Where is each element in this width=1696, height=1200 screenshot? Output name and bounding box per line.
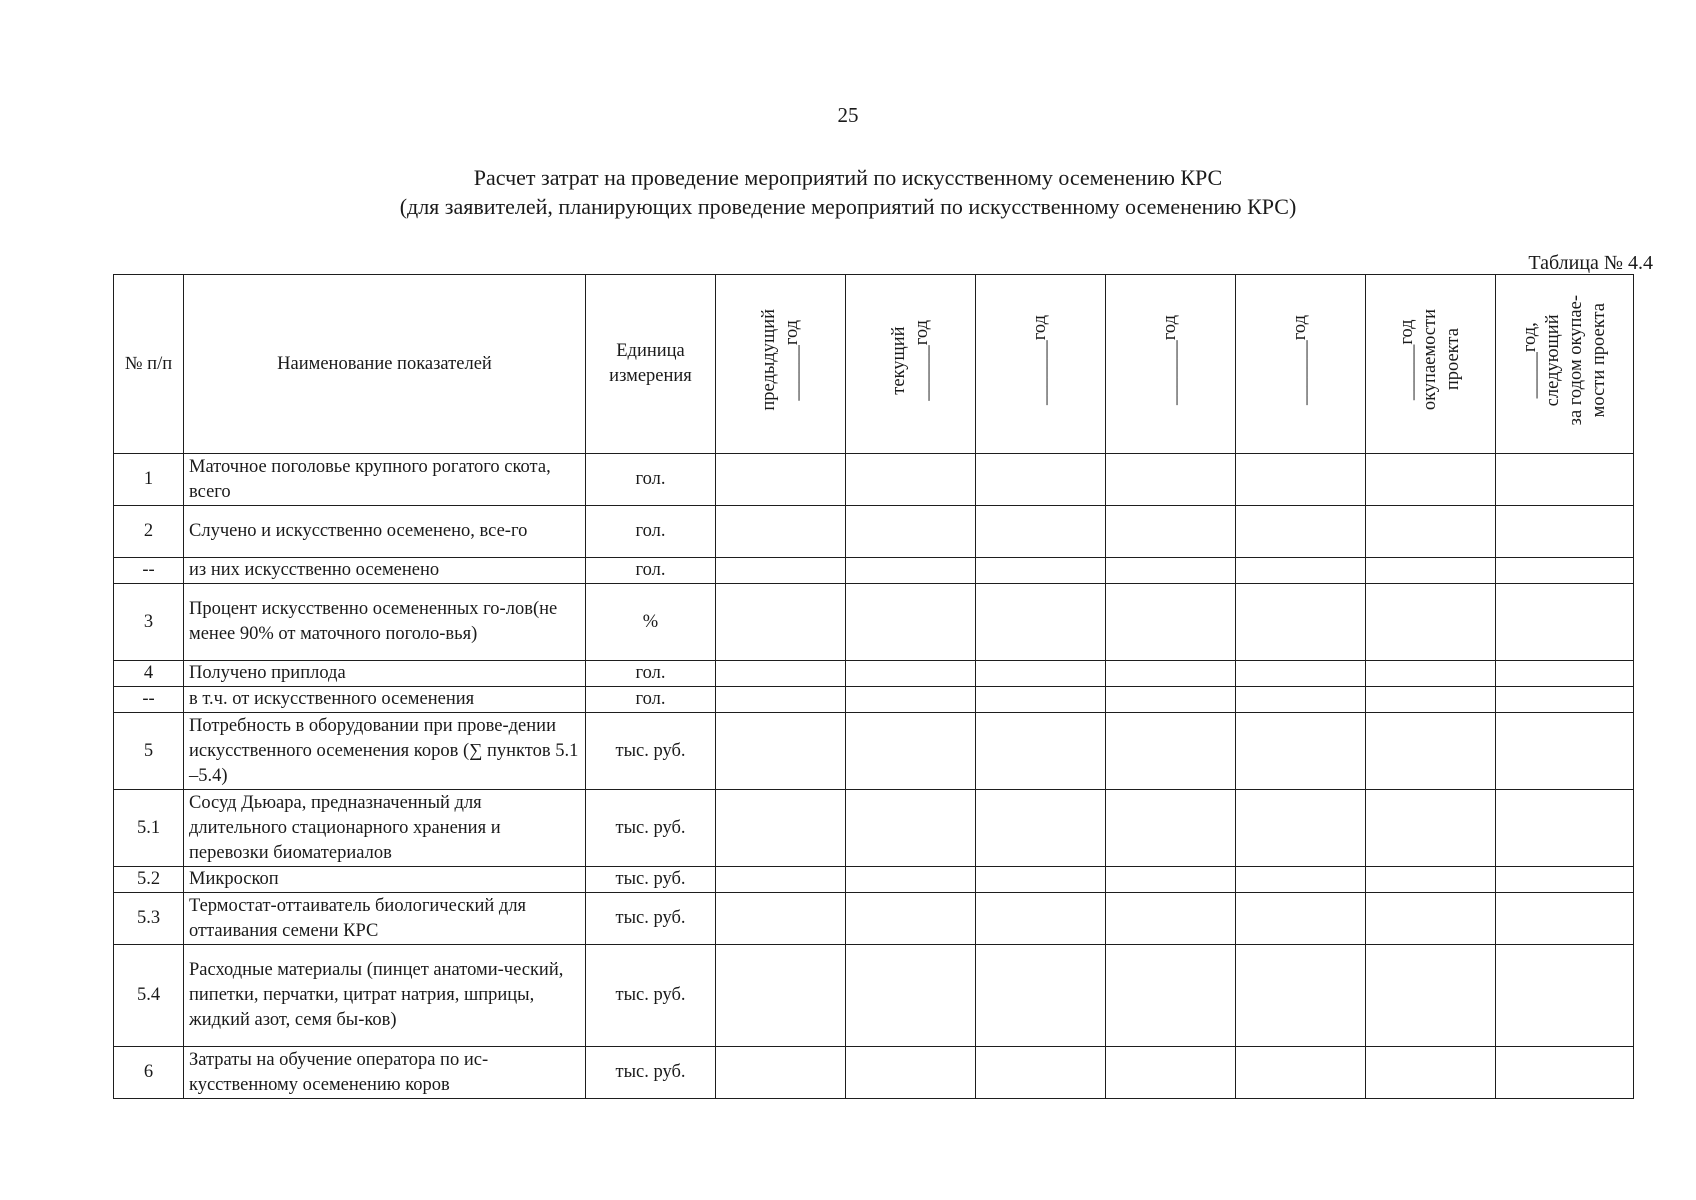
value-cell [1106, 713, 1236, 790]
value-cell [1496, 790, 1634, 867]
header-year-previous [716, 275, 846, 454]
row-num: 5.2 [114, 867, 184, 893]
blank-field-line: _____ [1519, 351, 1540, 399]
value-cell [1366, 790, 1496, 867]
header-year-previous-text [758, 309, 804, 411]
header-year-current-a: текущий [888, 325, 909, 395]
table-row [114, 867, 1634, 893]
value-cell [1496, 1047, 1634, 1099]
value-cell [976, 661, 1106, 687]
row-unit: тыс. руб. [586, 790, 716, 867]
value-cell [1366, 584, 1496, 661]
header-payback-year [1366, 275, 1496, 454]
row-unit: % [586, 584, 716, 661]
table-row [114, 893, 1634, 945]
row-unit: тыс. руб. [586, 945, 716, 1047]
value-cell [976, 558, 1106, 584]
row-unit: тыс. руб. [586, 867, 716, 893]
value-cell [1496, 454, 1634, 506]
row-num: 5.1 [114, 790, 184, 867]
value-cell [976, 867, 1106, 893]
value-cell [976, 713, 1106, 790]
value-cell [846, 790, 976, 867]
row-num: 2 [114, 506, 184, 558]
row-num: 6 [114, 1047, 184, 1099]
value-cell [716, 945, 846, 1047]
value-cell [1236, 893, 1366, 945]
value-cell [1236, 454, 1366, 506]
value-cell [1236, 506, 1366, 558]
row-num: 5.4 [114, 945, 184, 1047]
row-name: Процент искусственно осемененных го-лов(не менее 90% от маточного поголо-вья) [184, 584, 586, 661]
row-num: 5 [114, 713, 184, 790]
header-year-5-label: год [1290, 314, 1310, 341]
value-cell [1366, 558, 1496, 584]
value-cell [1236, 687, 1366, 713]
table-row [114, 790, 1634, 867]
value-cell [846, 713, 976, 790]
blank-field-line: _______ [1290, 340, 1310, 405]
value-cell [846, 661, 976, 687]
cost-table [113, 274, 1634, 1099]
header-next-d: мости проекта [1588, 302, 1609, 418]
header-year-3-label: год [1030, 314, 1050, 341]
value-cell [1496, 893, 1634, 945]
value-cell [846, 1047, 976, 1099]
header-year-previous-a: предыдущий [758, 309, 779, 411]
value-cell [1496, 945, 1634, 1047]
title-line-1: Расчет затрат на проведение мероприятий по искусственному осеменению КРС [473, 165, 1223, 190]
value-cell [976, 687, 1106, 713]
header-payback-b: окупаемости [1420, 309, 1440, 411]
value-cell [846, 893, 976, 945]
row-unit: гол. [586, 558, 716, 584]
value-cell [846, 454, 976, 506]
header-year-4-text [1159, 315, 1182, 405]
value-cell [1106, 661, 1236, 687]
header-num-label: № п/п [124, 353, 173, 374]
value-cell [1496, 687, 1634, 713]
value-cell [1366, 506, 1496, 558]
header-year-current-text [888, 320, 934, 401]
row-name: Получено приплода [184, 661, 586, 687]
value-cell [1236, 945, 1366, 1047]
row-name: Расходные материалы (пинцет анатоми-ческий, пипетки, перчатки, цитрат натрия, шприцы, жидкий азот, семя бы-ков) [184, 945, 586, 1047]
row-unit: гол. [586, 687, 716, 713]
header-name [184, 275, 586, 454]
value-cell [1366, 893, 1496, 945]
header-year-current [846, 275, 976, 454]
header-unit [586, 275, 716, 454]
value-cell [716, 867, 846, 893]
value-cell [976, 584, 1106, 661]
row-name: из них искусственно осеменено [184, 558, 586, 584]
row-num: 3 [114, 584, 184, 661]
value-cell [1236, 790, 1366, 867]
value-cell [1106, 893, 1236, 945]
value-cell [716, 506, 846, 558]
value-cell [1366, 454, 1496, 506]
table-row [114, 558, 1634, 584]
value-cell [1106, 506, 1236, 558]
row-name: Маточное поголовье крупного рогатого скота, всего [184, 454, 586, 506]
table-row [114, 454, 1634, 506]
value-cell [1366, 687, 1496, 713]
row-unit: гол. [586, 454, 716, 506]
header-num [114, 275, 184, 454]
value-cell [1106, 1047, 1236, 1099]
value-cell [846, 558, 976, 584]
header-unit-line-1: Единица [616, 341, 685, 361]
header-year-current-b: год [911, 319, 932, 345]
header-year-5-text [1289, 315, 1312, 405]
blank-field-line: ______ [911, 344, 932, 401]
value-cell [716, 661, 846, 687]
value-cell [1496, 713, 1634, 790]
header-year-3 [976, 275, 1106, 454]
value-cell [1236, 867, 1366, 893]
value-cell [976, 945, 1106, 1047]
document-title [0, 163, 1696, 221]
row-name: Потребность в оборудовании при прове-дении искусственного осеменения коров (∑ пунктов 5.1 –5.4) [184, 713, 586, 790]
header-next-year-text [1519, 295, 1611, 425]
row-unit: гол. [586, 661, 716, 687]
value-cell [1496, 867, 1634, 893]
blank-field-line: _______ [1160, 340, 1180, 405]
value-cell [1366, 661, 1496, 687]
title-line-2: (для заявителей, планирующих проведение мероприятий по искусственному осеменению КРС) [399, 194, 1297, 219]
header-next-b: следующий [1542, 314, 1563, 406]
header-row [114, 275, 1634, 454]
value-cell [1106, 584, 1236, 661]
row-name: Затраты на обучение оператора по ис-кусственному осеменению коров [184, 1047, 586, 1099]
value-cell [976, 506, 1106, 558]
value-cell [1236, 661, 1366, 687]
row-name: Термостат-оттаиватель биологический для оттаивания семени КРС [184, 893, 586, 945]
row-name: Случено и искусственно осеменено, все-го [184, 506, 586, 558]
value-cell [1106, 454, 1236, 506]
value-cell [976, 1047, 1106, 1099]
header-name-label: Наименование показателей [277, 353, 492, 374]
header-payback-a: год [1397, 319, 1417, 345]
value-cell [1496, 506, 1634, 558]
value-cell [716, 687, 846, 713]
value-cell [1366, 945, 1496, 1047]
row-unit: гол. [586, 506, 716, 558]
table-row [114, 713, 1634, 790]
header-year-previous-b: год [781, 319, 802, 345]
row-num: -- [114, 558, 184, 584]
header-next-year [1496, 275, 1634, 454]
table-row [114, 506, 1634, 558]
value-cell [1106, 945, 1236, 1047]
value-cell [976, 893, 1106, 945]
table-row [114, 584, 1634, 661]
header-next-c: за годом окупае- [1565, 294, 1586, 426]
value-cell [1496, 558, 1634, 584]
value-cell [846, 945, 976, 1047]
value-cell [716, 790, 846, 867]
value-cell [1236, 584, 1366, 661]
value-cell [716, 1047, 846, 1099]
row-name: в т.ч. от искусственного осеменения [184, 687, 586, 713]
value-cell [1496, 584, 1634, 661]
value-cell [1106, 790, 1236, 867]
value-cell [846, 506, 976, 558]
value-cell [1106, 687, 1236, 713]
row-num: 1 [114, 454, 184, 506]
header-year-4-label: год [1160, 314, 1180, 341]
row-unit: тыс. руб. [586, 893, 716, 945]
value-cell [1496, 661, 1634, 687]
header-year-5 [1236, 275, 1366, 454]
value-cell [716, 584, 846, 661]
table-row [114, 1047, 1634, 1099]
row-num: -- [114, 687, 184, 713]
header-year-4 [1106, 275, 1236, 454]
table-row [114, 687, 1634, 713]
table-label: Таблица № 4.4 [1528, 252, 1653, 274]
value-cell [976, 454, 1106, 506]
value-cell [1236, 1047, 1366, 1099]
row-unit: тыс. руб. [586, 1047, 716, 1099]
table-row [114, 661, 1634, 687]
value-cell [1366, 713, 1496, 790]
blank-field-line: ______ [1397, 344, 1417, 401]
header-next-a: год, [1519, 321, 1540, 352]
row-name: Микроскоп [184, 867, 586, 893]
value-cell [716, 713, 846, 790]
table-row [114, 945, 1634, 1047]
value-cell [846, 584, 976, 661]
blank-field-line: _______ [1030, 340, 1050, 405]
row-num: 4 [114, 661, 184, 687]
header-unit-line-2: измерения [609, 366, 692, 386]
header-year-3-text [1029, 315, 1052, 405]
value-cell [846, 867, 976, 893]
value-cell [976, 790, 1106, 867]
row-unit: тыс. руб. [586, 713, 716, 790]
value-cell [1106, 867, 1236, 893]
header-payback-c: проекта [1443, 328, 1463, 392]
value-cell [1236, 558, 1366, 584]
value-cell [1366, 1047, 1496, 1099]
value-cell [846, 687, 976, 713]
value-cell [716, 558, 846, 584]
blank-field-line: ______ [781, 344, 802, 401]
row-num: 5.3 [114, 893, 184, 945]
value-cell [1106, 558, 1236, 584]
value-cell [1366, 867, 1496, 893]
value-cell [1236, 713, 1366, 790]
page-number: 25 [837, 103, 859, 127]
header-payback-year-text [1396, 309, 1465, 410]
value-cell [716, 893, 846, 945]
value-cell [716, 454, 846, 506]
row-name: Сосуд Дьюара, предназначенный для длительного стационарного хранения и перевозки биоматериалов [184, 790, 586, 867]
